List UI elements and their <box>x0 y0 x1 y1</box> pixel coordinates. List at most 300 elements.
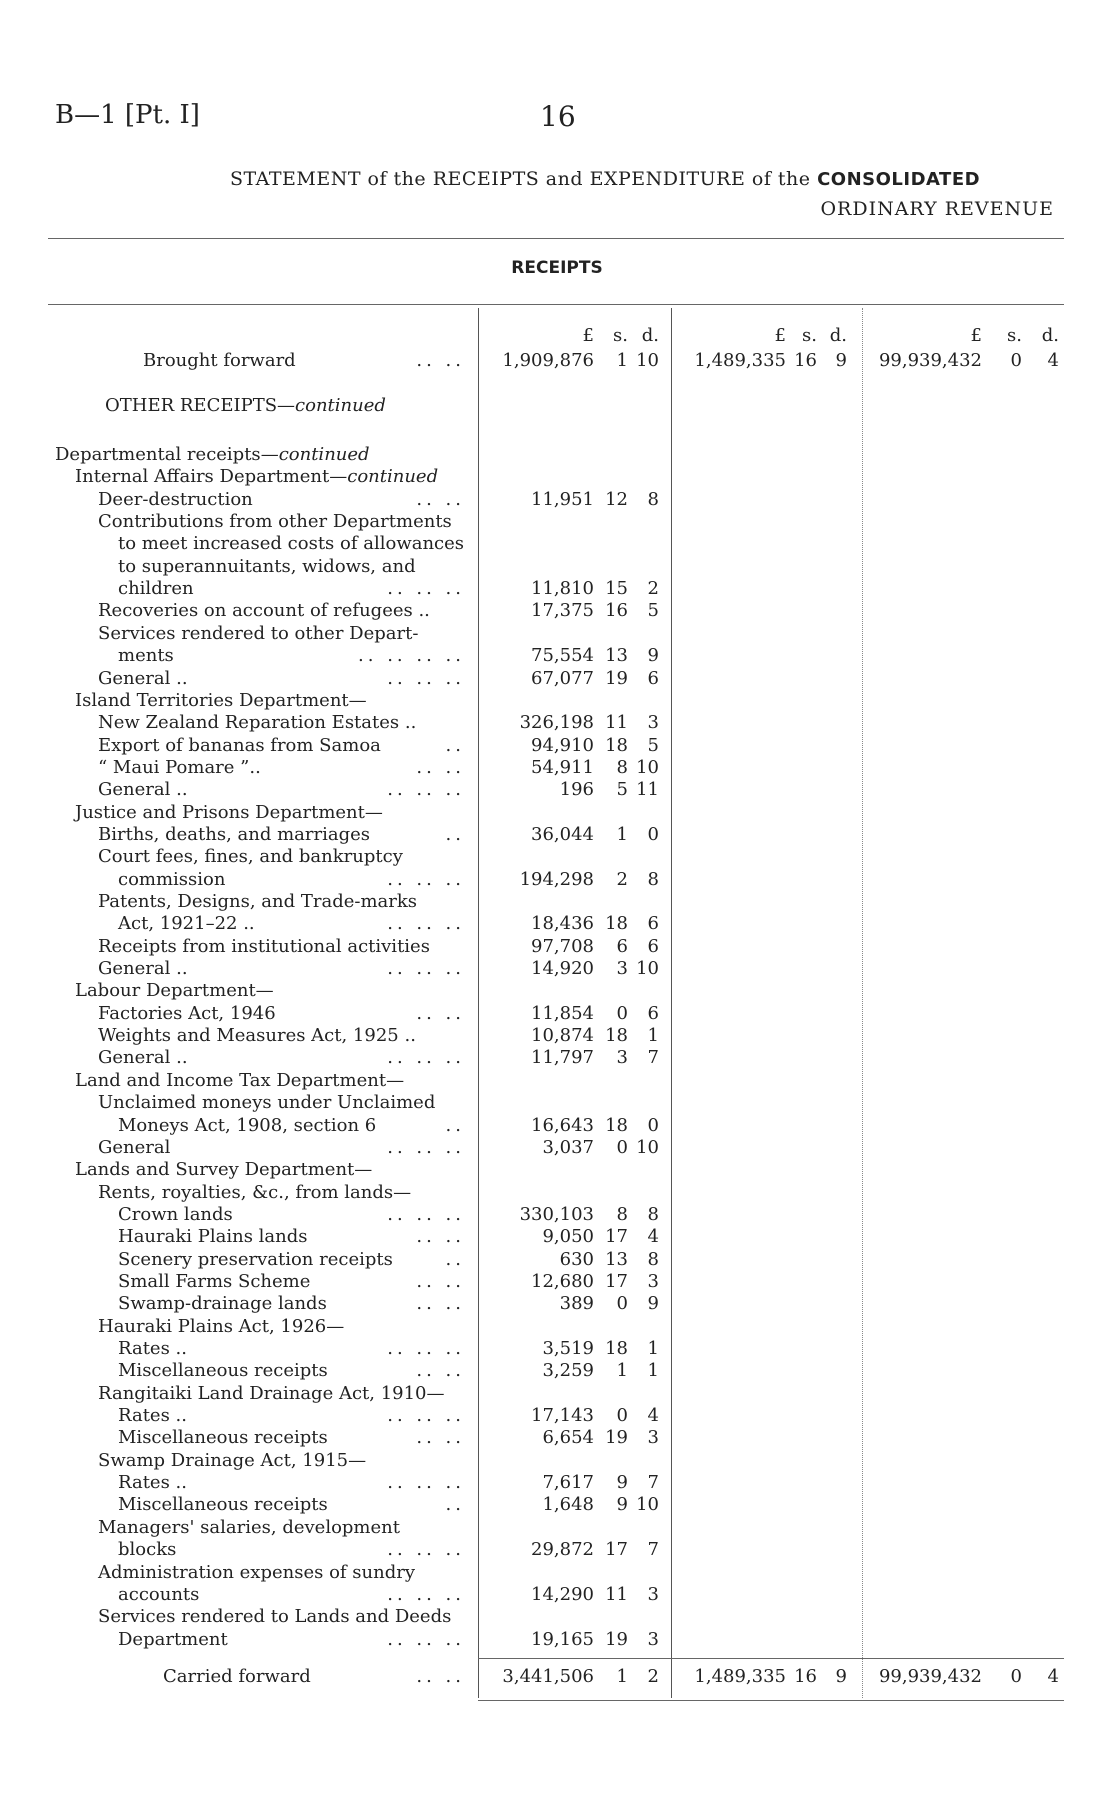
row-label <box>98 511 452 533</box>
amount-pounds: 1,909,876 <box>502 350 594 371</box>
amount-shillings: 1 <box>616 823 628 845</box>
amount-shillings: 0 <box>616 1136 628 1158</box>
leader-dots: .. <box>445 1114 465 1136</box>
row-label-text: General .. <box>98 958 188 980</box>
amount-pounds: 196 <box>559 779 594 801</box>
table-row <box>0 735 1114 757</box>
amount-shillings: 17 <box>605 1270 628 1292</box>
amount-pence: 1 <box>647 1025 659 1047</box>
row-label <box>118 1338 187 1360</box>
carried-forward-label: Carried forward <box>163 1666 311 1687</box>
leader-dots: .. .. .. <box>387 1136 465 1158</box>
amount-pounds: 17,375 <box>531 600 594 622</box>
table-row <box>0 1383 1114 1405</box>
amount-shillings: 1 <box>616 350 628 371</box>
page-number: 16 <box>540 100 576 133</box>
amount-pence: 9 <box>835 1666 847 1687</box>
leader-dots: .. .. <box>416 1293 465 1315</box>
row-label <box>118 869 225 891</box>
leader-dots: .. .. .. .. <box>358 645 465 667</box>
row-label-text: Island Territories Department— <box>75 689 367 711</box>
amount-pounds: 17,143 <box>531 1405 594 1427</box>
row-label <box>98 668 188 690</box>
table-row <box>0 712 1114 734</box>
row-label-text: Department <box>118 1628 228 1650</box>
amount-pence: 10 <box>636 1494 659 1516</box>
amount-shillings: 6 <box>616 935 628 957</box>
row-label-text: Weights and Measures Act, 1925 .. <box>98 1025 416 1047</box>
amount-pence: 9 <box>647 1293 659 1315</box>
amount-shillings: 3 <box>616 958 628 980</box>
leader-dots: .. .. <box>416 1270 465 1292</box>
leader-dots: .. .. .. <box>387 1203 465 1225</box>
amount-pence: 4 <box>1047 1666 1059 1687</box>
table-row <box>0 645 1114 667</box>
amount-shillings: 0 <box>1010 350 1022 371</box>
table-top-rule <box>48 304 1064 305</box>
row-label-text: Rents, royalties, &c., from lands— <box>98 1181 412 1203</box>
row-label <box>118 1427 328 1449</box>
amount-pence: 7 <box>647 1472 659 1494</box>
amount-pounds: 99,939,432 <box>878 350 982 371</box>
table-row <box>0 1025 1114 1047</box>
table-row <box>0 533 1114 555</box>
row-label-text: accounts <box>118 1583 200 1605</box>
amount-shillings: 0 <box>616 1002 628 1024</box>
row-label <box>98 958 188 980</box>
leader-dots: .. .. <box>416 1666 465 1687</box>
row-label-text: commission <box>118 868 226 890</box>
table-row <box>0 1562 1114 1584</box>
table-row <box>0 578 1114 600</box>
table-row <box>0 1182 1114 1204</box>
amount-pence: 2 <box>647 578 659 600</box>
table-row <box>0 1427 1114 1449</box>
table-row <box>0 757 1114 779</box>
row-label-text: New Zealand Reparation Estates .. <box>98 712 417 734</box>
shilling-header: s. <box>802 325 817 346</box>
row-label-text: blocks <box>118 1539 177 1561</box>
row-label-text: General .. <box>98 1047 188 1069</box>
row-label <box>98 1003 276 1025</box>
row-label <box>55 444 370 466</box>
row-label <box>98 1316 344 1338</box>
row-label <box>118 1584 199 1606</box>
amount-pence: 5 <box>647 734 659 756</box>
amount-shillings: 8 <box>616 1203 628 1225</box>
row-label <box>118 578 194 600</box>
row-label <box>75 980 274 1002</box>
row-label-text: Deer-destruction <box>98 488 253 510</box>
table-row <box>0 1405 1114 1427</box>
row-label-text: General .. <box>98 779 188 801</box>
table-row <box>0 1047 1114 1069</box>
amount-pounds: 97,708 <box>531 935 594 957</box>
pound-header: £ <box>970 325 982 346</box>
leader-dots: .. .. .. <box>387 578 465 600</box>
amount-pounds: 7,617 <box>542 1472 594 1494</box>
amount-pence: 7 <box>647 1047 659 1069</box>
table-row <box>0 1137 1114 1159</box>
section-heading-main: OTHER RECEIPTS <box>105 395 278 416</box>
amount-pounds: 99,939,432 <box>878 1666 982 1687</box>
total-bottom-rule <box>478 1700 1064 1701</box>
amount-shillings: 18 <box>605 1114 628 1136</box>
statement-title <box>230 168 980 190</box>
row-label <box>98 1137 170 1159</box>
amount-pounds: 10,874 <box>531 1025 594 1047</box>
table-row <box>0 1606 1114 1628</box>
table-row <box>0 913 1114 935</box>
amount-pounds: 67,077 <box>531 667 594 689</box>
amount-pounds: 11,951 <box>531 488 594 510</box>
row-label <box>98 1606 451 1628</box>
table-row <box>0 1003 1114 1025</box>
row-label <box>98 779 188 801</box>
section-heading-text <box>105 395 386 417</box>
row-label <box>118 1494 328 1516</box>
table-row <box>0 466 1114 488</box>
table-row <box>0 489 1114 511</box>
statement-title-line2: ORDINARY REVENUE <box>820 198 1054 220</box>
table-row <box>0 824 1114 846</box>
amount-shillings: 8 <box>616 756 628 778</box>
amount-pence: 9 <box>647 645 659 667</box>
table-row <box>0 980 1114 1002</box>
amount-shillings: 0 <box>616 1405 628 1427</box>
amount-pounds: 54,911 <box>531 756 594 778</box>
row-label <box>118 913 255 935</box>
amount-shillings: 18 <box>605 913 628 935</box>
amount-pounds: 11,797 <box>531 1047 594 1069</box>
leader-dots: .. .. .. <box>387 868 465 890</box>
amount-pounds: 326,198 <box>519 712 594 734</box>
amount-pence: 3 <box>647 1270 659 1292</box>
amount-pounds: 3,259 <box>542 1360 594 1382</box>
amount-pounds: 14,290 <box>531 1583 594 1605</box>
leader-dots: .. .. <box>416 756 465 778</box>
table-row <box>0 958 1114 980</box>
leader-dots: .. <box>445 823 465 845</box>
amount-shillings: 13 <box>605 645 628 667</box>
row-label <box>98 891 417 913</box>
amount-pence: 11 <box>636 779 659 801</box>
amount-pence: 1 <box>647 1360 659 1382</box>
row-label <box>118 1226 308 1248</box>
table-row <box>0 1204 1114 1226</box>
amount-pence: 3 <box>647 1583 659 1605</box>
row-label <box>98 712 416 734</box>
row-label <box>75 1070 404 1092</box>
amount-pounds: 18,436 <box>531 913 594 935</box>
row-label-text: Miscellaneous receipts <box>118 1360 328 1382</box>
row-label-text: children <box>118 578 194 600</box>
row-label <box>118 556 416 578</box>
amount-shillings: 11 <box>605 712 628 734</box>
amount-pence: 10 <box>636 756 659 778</box>
row-label-text: Miscellaneous receipts <box>118 1494 328 1516</box>
amount-pounds: 75,554 <box>531 645 594 667</box>
penny-header: d. <box>1041 325 1059 346</box>
amount-shillings: 16 <box>794 1666 817 1687</box>
amount-shillings: 18 <box>605 1338 628 1359</box>
amount-pence: 1 <box>647 1338 659 1359</box>
amount-pounds: 12,680 <box>531 1270 594 1292</box>
row-label <box>98 623 418 645</box>
row-label <box>75 690 367 712</box>
amount-pounds: 630 <box>559 1248 594 1270</box>
row-label-text: Receipts from institutional activities <box>98 935 430 957</box>
amount-shillings: 1 <box>616 1666 628 1687</box>
row-label <box>75 1159 372 1181</box>
row-label <box>98 1383 445 1405</box>
leader-dots: .. .. <box>416 1226 465 1248</box>
row-label <box>118 1293 327 1315</box>
amount-pence: 8 <box>647 868 659 890</box>
table-row <box>0 444 1114 466</box>
row-label-text: “ Maui Pomare ”.. <box>98 756 261 778</box>
row-label-text: General .. <box>98 667 188 689</box>
amount-pence: 4 <box>1047 350 1059 371</box>
table-row <box>0 846 1114 868</box>
row-label <box>118 533 464 555</box>
brought-forward-label: Brought forward <box>143 350 296 371</box>
amount-shillings: 17 <box>605 1539 628 1561</box>
leader-dots: .. .. .. <box>387 1628 465 1650</box>
row-label-text: Export of bananas from Samoa <box>98 734 381 756</box>
row-label <box>75 802 383 824</box>
amount-shillings: 13 <box>605 1248 628 1270</box>
table-row <box>0 1293 1114 1315</box>
amount-pence: 0 <box>647 1114 659 1136</box>
table-row <box>0 556 1114 578</box>
section-title: RECEIPTS <box>511 258 603 278</box>
amount-pounds: 194,298 <box>519 868 594 890</box>
row-label <box>118 645 174 667</box>
row-label-text: Labour Department— <box>75 980 274 1002</box>
amount-shillings: 11 <box>605 1583 628 1605</box>
leader-dots: .. .. .. <box>387 1405 465 1427</box>
row-label-text: Swamp-drainage lands <box>118 1293 327 1315</box>
row-label-text: Scenery preservation receipts <box>118 1248 393 1270</box>
row-label-text: Miscellaneous receipts <box>118 1427 328 1449</box>
row-label <box>118 1405 187 1427</box>
leader-dots: .. .. <box>416 1427 465 1449</box>
table-row <box>0 1360 1114 1382</box>
table-row <box>0 1338 1114 1360</box>
table-row <box>0 1249 1114 1271</box>
row-label-text: Act, 1921–22 .. <box>118 913 255 935</box>
leader-dots: .. .. <box>416 350 465 371</box>
table-row <box>0 1629 1114 1651</box>
table-row <box>0 623 1114 645</box>
row-label <box>98 1182 411 1204</box>
amount-shillings: 15 <box>605 578 628 600</box>
row-label <box>98 600 430 622</box>
row-label-text: Hauraki Plains Act, 1926— <box>98 1315 345 1337</box>
title-prefix: STATEMENT of the RECEIPTS and EXPENDITURE of the <box>230 168 811 190</box>
amount-pounds: 11,810 <box>531 578 594 600</box>
row-label-text: Swamp Drainage Act, 1915— <box>98 1449 367 1471</box>
table-row <box>0 690 1114 712</box>
row-label-text: Rates .. <box>118 1338 187 1359</box>
table-row <box>0 1092 1114 1114</box>
amount-pence: 2 <box>647 1666 659 1687</box>
shilling-header: s. <box>613 325 628 346</box>
amount-pence: 6 <box>647 667 659 689</box>
amount-pence: 8 <box>647 1248 659 1270</box>
table-row <box>0 600 1114 622</box>
row-label <box>98 1092 435 1114</box>
amount-pence: 8 <box>647 1203 659 1225</box>
row-label-suffix: —continued <box>329 466 439 488</box>
brought-forward-row <box>0 350 1114 372</box>
row-label-text: Rates .. <box>118 1472 187 1494</box>
amount-pounds: 11,854 <box>531 1002 594 1024</box>
amount-pence: 3 <box>647 712 659 734</box>
leader-dots: .. <box>445 1494 465 1516</box>
row-label-text: Recoveries on account of refugees .. <box>98 600 430 622</box>
table-row <box>0 1070 1114 1092</box>
shilling-header: s. <box>1007 325 1022 346</box>
table-row <box>0 1472 1114 1494</box>
table-row <box>0 668 1114 690</box>
carried-forward-row <box>0 1666 1114 1688</box>
leader-dots: .. .. .. <box>387 779 465 801</box>
row-label <box>118 1629 228 1651</box>
table-row <box>0 1115 1114 1137</box>
table-row <box>0 1584 1114 1606</box>
amount-pence: 7 <box>647 1539 659 1561</box>
amount-shillings: 5 <box>616 779 628 801</box>
penny-header: d. <box>829 325 847 346</box>
leader-dots: .. .. .. <box>387 1047 465 1069</box>
row-label-text: Births, deaths, and marriages <box>98 823 370 845</box>
row-label-text: ments <box>118 645 174 667</box>
amount-shillings: 9 <box>616 1472 628 1494</box>
amount-pounds: 389 <box>559 1293 594 1315</box>
row-label <box>98 846 403 868</box>
table-row <box>0 869 1114 891</box>
section-heading <box>0 395 1114 417</box>
row-label-text: Factories Act, 1946 <box>98 1002 276 1024</box>
pound-header: £ <box>582 325 594 346</box>
row-label-text: to superannuitants, widows, and <box>118 555 416 577</box>
row-label <box>75 466 438 488</box>
amount-pence: 5 <box>647 600 659 622</box>
amount-pounds: 1,648 <box>542 1494 594 1516</box>
amount-shillings: 0 <box>1010 1666 1022 1687</box>
row-label-text: Hauraki Plains lands <box>118 1226 308 1248</box>
amount-shillings: 0 <box>616 1293 628 1315</box>
row-label-text: Rangitaiki Land Drainage Act, 1910— <box>98 1382 445 1404</box>
table-row <box>0 1517 1114 1539</box>
row-label <box>118 1472 187 1494</box>
leader-dots: .. .. .. <box>387 1583 465 1605</box>
row-label <box>98 936 430 958</box>
row-label <box>98 1025 416 1047</box>
amount-shillings: 19 <box>605 1628 628 1650</box>
table-row <box>0 511 1114 533</box>
amount-pence: 6 <box>647 935 659 957</box>
leader-dots: .. .. .. <box>387 1472 465 1494</box>
amount-pounds: 1,489,335 <box>694 1666 786 1687</box>
amount-pounds: 3,037 <box>542 1136 594 1158</box>
amount-pence: 10 <box>636 1136 659 1158</box>
amount-pounds: 3,519 <box>542 1338 594 1359</box>
amount-pounds: 1,489,335 <box>694 350 786 371</box>
table-row <box>0 802 1114 824</box>
amount-pounds: 9,050 <box>542 1226 594 1248</box>
amount-pence: 10 <box>636 958 659 980</box>
row-label <box>98 1562 415 1584</box>
row-label <box>118 1360 328 1382</box>
row-label-text: Contributions from other Departments <box>98 511 452 533</box>
amount-pence: 9 <box>835 350 847 371</box>
amount-pence: 6 <box>647 913 659 935</box>
amount-pence: 3 <box>647 1427 659 1449</box>
amount-shillings: 3 <box>616 1047 628 1069</box>
header-rule <box>48 238 1064 239</box>
penny-header: d. <box>641 325 659 346</box>
row-label-text: Court fees, fines, and bankruptcy <box>98 846 403 868</box>
amount-pounds: 16,643 <box>531 1114 594 1136</box>
table-row <box>0 1539 1114 1561</box>
amount-pence: 10 <box>636 350 659 371</box>
amount-pounds: 36,044 <box>531 823 594 845</box>
leader-dots: .. .. .. <box>387 1338 465 1359</box>
amount-pounds: 19,165 <box>531 1628 594 1650</box>
amount-pounds: 94,910 <box>531 734 594 756</box>
title-bold: CONSOLIDATED <box>817 169 981 190</box>
row-label-text: Land and Income Tax Department— <box>75 1069 405 1091</box>
row-label-text: Services rendered to other Depart- <box>98 622 419 644</box>
amount-shillings: 2 <box>616 868 628 890</box>
row-label <box>118 1539 176 1561</box>
row-label <box>98 757 261 779</box>
table-row <box>0 1159 1114 1181</box>
amount-shillings: 16 <box>794 350 817 371</box>
row-label-text: Managers' salaries, development <box>98 1516 400 1538</box>
document-reference: B—1 [Pt. I] <box>55 100 200 130</box>
amount-pence: 4 <box>647 1226 659 1248</box>
table-row <box>0 936 1114 958</box>
amount-shillings: 19 <box>605 1427 628 1449</box>
row-label <box>118 1271 310 1293</box>
leader-dots: .. .. .. <box>387 1539 465 1561</box>
leader-dots: .. .. .. <box>387 667 465 689</box>
leader-dots: .. .. <box>416 1360 465 1382</box>
leader-dots: .. .. <box>416 1002 465 1024</box>
leader-dots: .. .. .. <box>387 913 465 935</box>
leader-dots: .. <box>445 1248 465 1270</box>
row-label-text: Justice and Prisons Department— <box>75 801 383 823</box>
amount-pence: 4 <box>647 1405 659 1427</box>
row-label-text: Patents, Designs, and Trade-marks <box>98 891 418 912</box>
amount-shillings: 17 <box>605 1226 628 1248</box>
row-label-text: Services rendered to Lands and Deeds <box>98 1606 452 1628</box>
table-row <box>0 1494 1114 1516</box>
leader-dots: .. <box>445 734 465 756</box>
row-label <box>118 1204 233 1226</box>
row-label-text: Rates .. <box>118 1405 187 1427</box>
pound-header: £ <box>774 325 786 346</box>
table-row <box>0 1226 1114 1248</box>
amount-shillings: 16 <box>605 600 628 622</box>
amount-pence: 0 <box>647 823 659 845</box>
row-label-text: Moneys Act, 1908, section 6 <box>118 1114 377 1136</box>
row-label-text: General <box>98 1136 171 1158</box>
